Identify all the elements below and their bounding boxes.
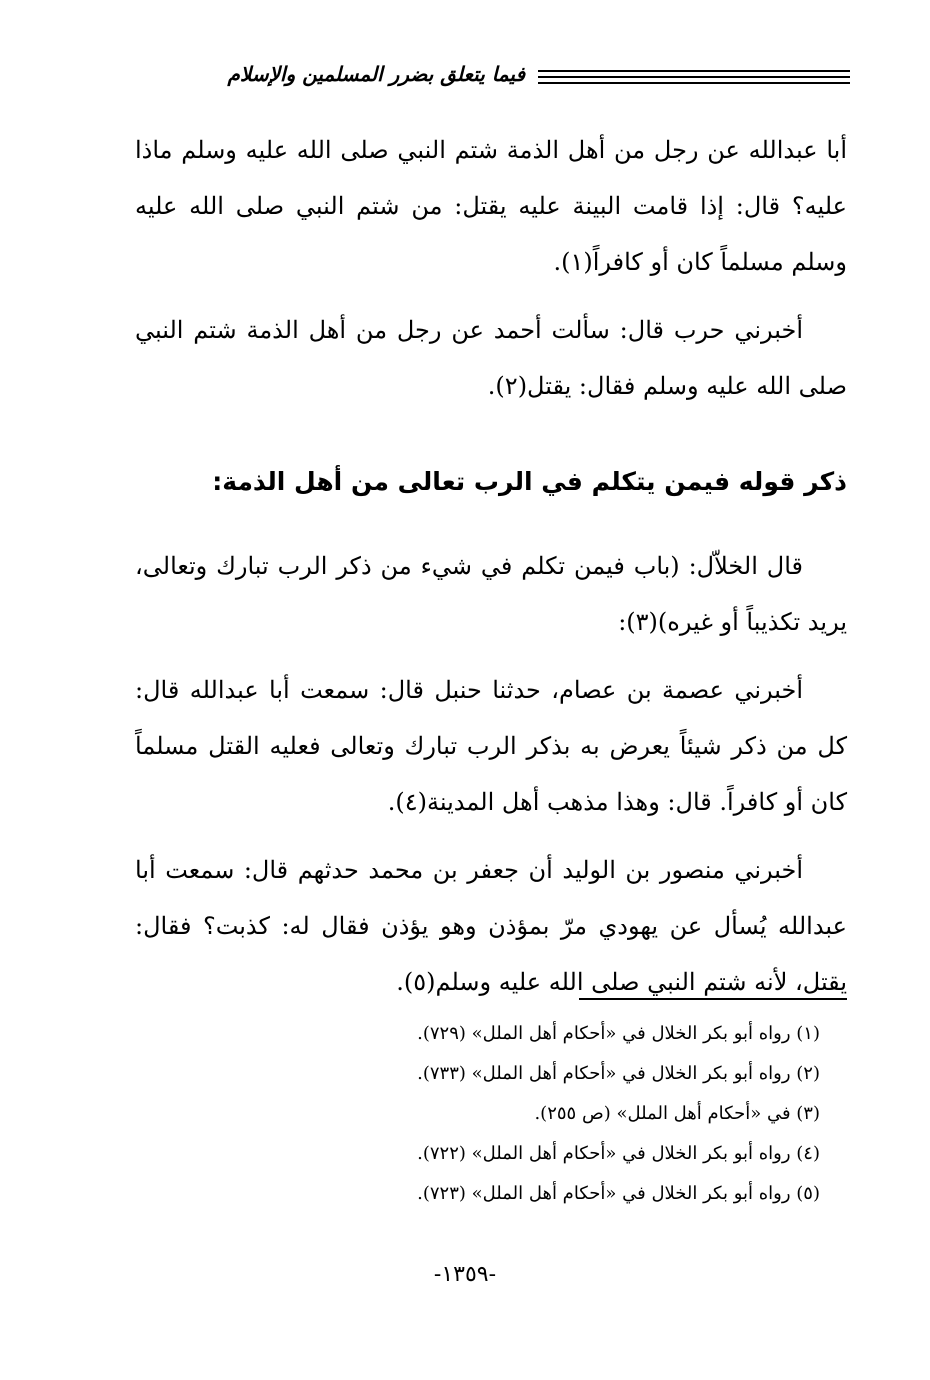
paragraph: أخبرني حرب قال: سألت أحمد عن رجل من أهل الذمة شتم النبي صلى الله عليه وسلم فقال: يقتل(٢).	[135, 316, 847, 400]
running-header-title: فيما يتعلق بضرر المسلمين والإسلام	[227, 62, 525, 86]
footnote: (١) رواه أبو بكر الخلال في «أحكام أهل الملل» (٧٢٩).	[417, 1023, 820, 1044]
paragraph: قال الخلاّل: (باب فيمن تكلم في شيء من ذكر الرب تبارك وتعالى، يريد تكذيباً أو غيره)(٣):	[135, 552, 847, 636]
footnote: (٢) رواه أبو بكر الخلال في «أحكام أهل الملل» (٧٣٣).	[417, 1063, 820, 1084]
section-heading: ذكر قوله فيمن يتكلم في الرب تعالى من أهل الذمة:	[212, 467, 847, 496]
paragraph: أبا عبدالله عن رجل من أهل الذمة شتم النبي صلى الله عليه وسلم ماذا عليه؟ قال: إذا قامت البينة عليه يقتل: من شتم النبي صلى الله عليه وسلم مسلماً كان أو كافراً(١).	[135, 136, 847, 276]
footnote-separator	[579, 998, 847, 1000]
footnotes-list	[130, 1014, 820, 1214]
footnote: (٥) رواه أبو بكر الخلال في «أحكام أهل الملل» (٧٢٣).	[417, 1183, 820, 1204]
running-header	[135, 58, 850, 98]
paragraph: أخبرني عصمة بن عصام، حدثنا حنبل قال: سمعت أبا عبدالله قال: كل من ذكر شيئاً يعرض به بذكر الرب تبارك وتعالى فعليه القتل مسلماً كان أو كافراً. قال: وهذا مذهب أهل المدينة(٤).	[135, 676, 847, 816]
page-number: -١٣٥٩-	[433, 1262, 497, 1287]
main-text	[135, 122, 847, 1022]
footnote: (٤) رواه أبو بكر الخلال في «أحكام أهل الملل» (٧٢٢).	[417, 1143, 820, 1164]
header-rule	[538, 70, 850, 72]
paragraph: أخبرني منصور بن الوليد أن جعفر بن محمد حدثهم قال: سمعت أبا عبدالله يُسأل عن يهودي مرّ بمؤذن وهو يؤذن فقال له: كذبت؟ فقال: يقتل، لأنه شتم النبي صلى الله عليه وسلم(٥).	[135, 856, 847, 996]
header-rule	[538, 76, 850, 78]
footnote: (٣) في «أحكام أهل الملل» (ص ٢٥٥).	[534, 1103, 820, 1124]
header-rule	[538, 82, 850, 84]
